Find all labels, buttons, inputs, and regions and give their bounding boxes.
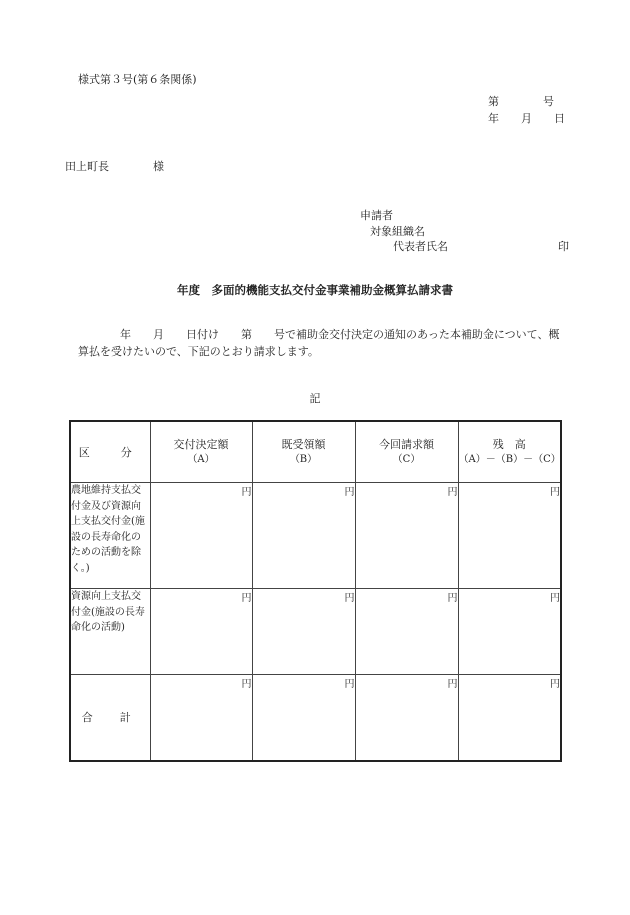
ki-heading: 記 (309, 392, 321, 405)
amount-cell[interactable]: 円 (355, 589, 458, 675)
row-label: 農地維持支払交付金及び資源向上支払交付金(施設の長寿命化のための活動を除く。) (70, 483, 150, 589)
header-received: 既受領額 （B） (252, 421, 355, 483)
amount-cell[interactable]: 円 (150, 675, 252, 761)
applicant-label: 申請者 (360, 209, 393, 222)
claim-table (69, 420, 562, 762)
amount-cell[interactable]: 円 (252, 483, 355, 589)
row-label: 資源向上支払交付金(施設の長寿命化の活動) (70, 589, 150, 675)
representative-name-label: 代表者氏名 (393, 240, 448, 253)
amount-cell[interactable]: 円 (355, 483, 458, 589)
document-number: 第 号 (488, 95, 554, 108)
body-text: 年 月 日付け 第 号で補助金交付決定の通知のあった本補助金について、概算払を受けたいので、下記のとおり請求します。 (78, 328, 560, 358)
seal-mark: 印 (558, 240, 569, 253)
total-label: 合 計 (70, 675, 150, 761)
table-row (70, 589, 561, 675)
table-row (70, 483, 561, 589)
table-row-total (70, 675, 561, 761)
addressee: 田上町長 様 (65, 160, 164, 173)
amount-cell[interactable]: 円 (252, 675, 355, 761)
amount-cell[interactable]: 円 (458, 589, 561, 675)
form-number: 様式第３号(第６条関係) (78, 73, 197, 86)
amount-cell[interactable]: 円 (458, 483, 561, 589)
amount-cell[interactable]: 円 (252, 589, 355, 675)
header-current-request: 今回請求額 （C） (355, 421, 458, 483)
document-date: 年 月 日 (488, 112, 565, 125)
amount-cell[interactable]: 円 (150, 483, 252, 589)
table-header-row (70, 421, 561, 483)
header-grant-decision: 交付決定額 （A） (150, 421, 252, 483)
amount-cell[interactable]: 円 (458, 675, 561, 761)
document-title: 年度 多面的機能支払交付金事業補助金概算払請求書 (177, 283, 453, 297)
header-kubun: 区 分 (70, 421, 150, 483)
header-balance: 残 高 （A）－（B）－（C） (458, 421, 561, 483)
amount-cell[interactable]: 円 (355, 675, 458, 761)
amount-cell[interactable]: 円 (150, 589, 252, 675)
organization-name-label: 対象組織名 (370, 225, 425, 238)
